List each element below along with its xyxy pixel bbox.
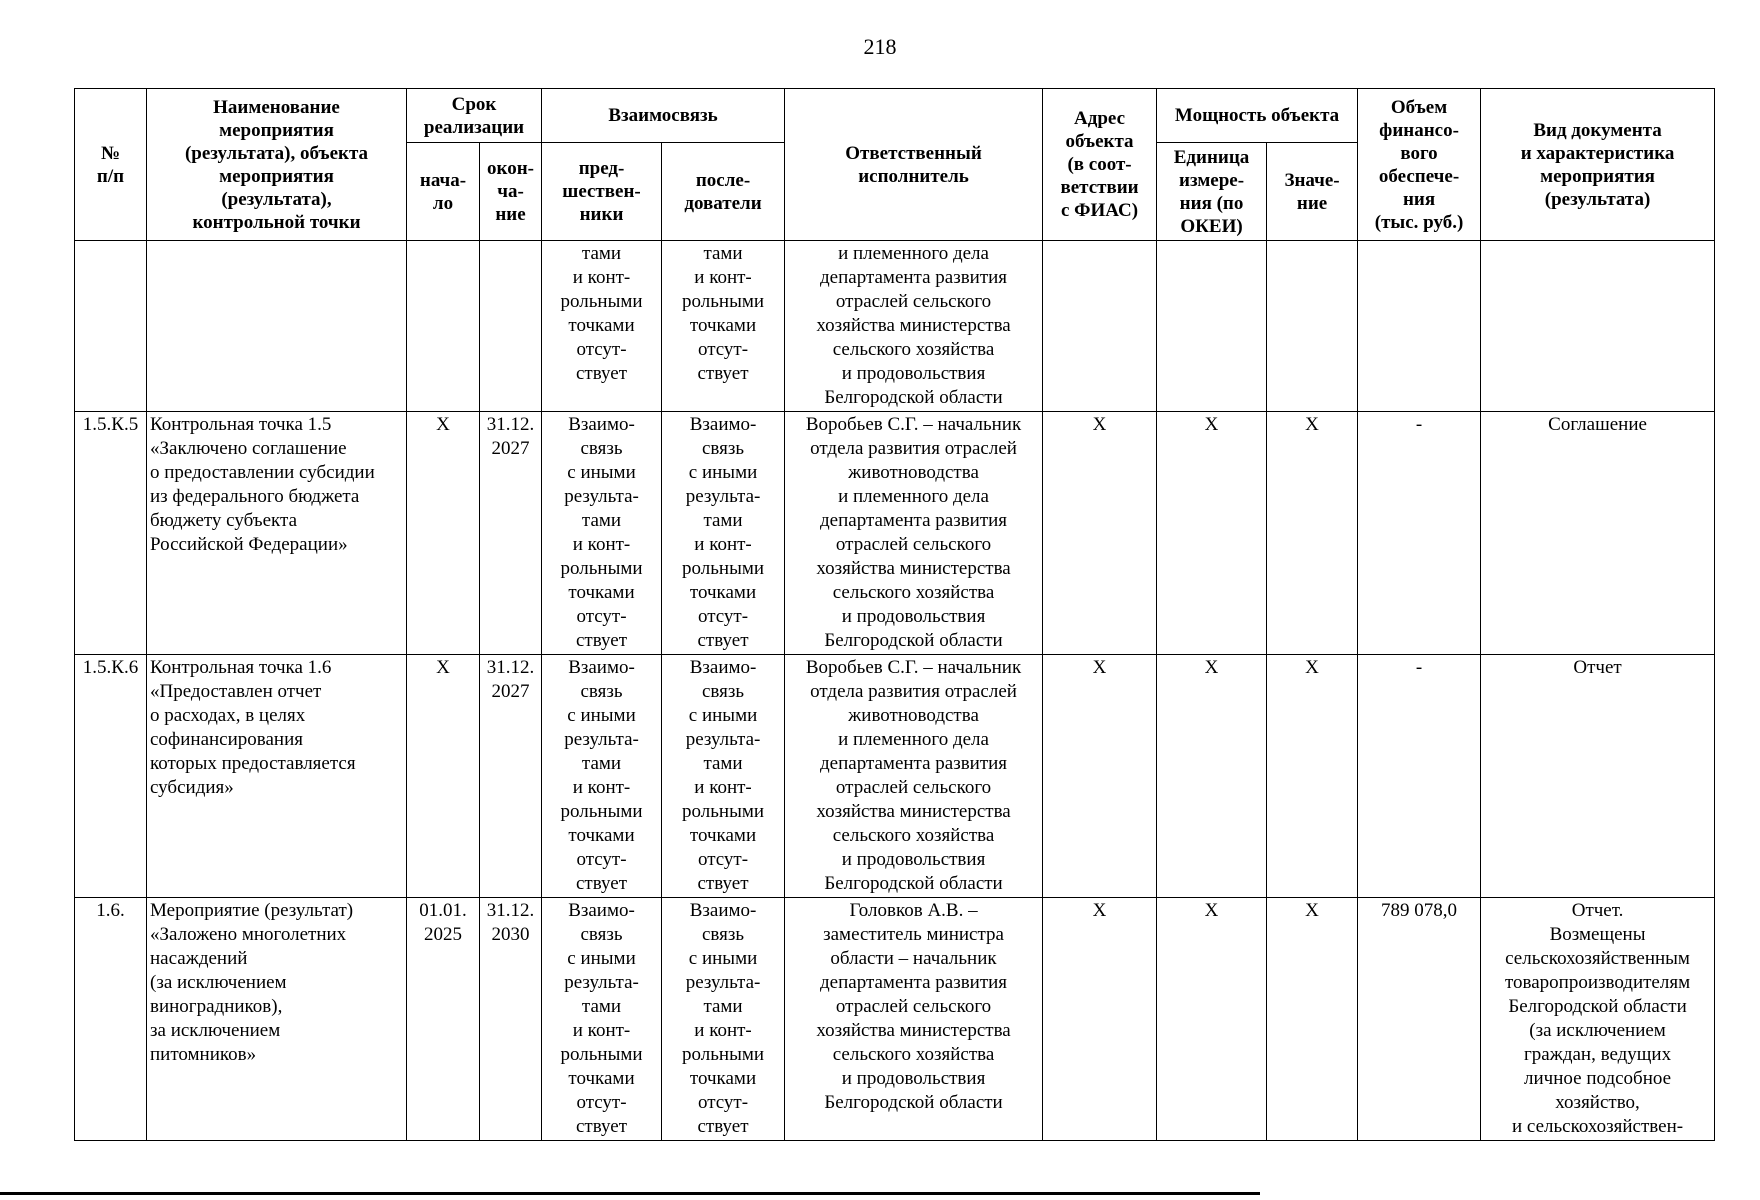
cell-unit: Х — [1157, 412, 1267, 655]
cell-name: Мероприятие (результат) «Заложено многолетних насаждений (за исключением виноградников), за исключением питомников» — [147, 898, 407, 1141]
header-funding: Объем финансо- вого обеспече- ния (тыс. руб.) — [1358, 89, 1481, 241]
cell-value — [1267, 241, 1358, 412]
cell-responsible: Воробьев С.Г. – начальник отдела развития отраслей животноводства и племенного дела департамента развития отраслей сельского хозяйства министерства сельского хозяйства и продовольствия Белгородской области — [785, 412, 1043, 655]
header-predecessors: пред- шествен- ники — [542, 143, 662, 241]
cell-num: 1.5.К.5 — [75, 412, 147, 655]
cell-start — [407, 241, 480, 412]
cell-document: Соглашение — [1481, 412, 1715, 655]
cell-num — [75, 241, 147, 412]
cell-responsible: и племенного дела департамента развития отраслей сельского хозяйства министерства сельского хозяйства и продовольствия Белгородской области — [785, 241, 1043, 412]
cell-end: 31.12. 2027 — [480, 655, 542, 898]
bottom-rule — [0, 1192, 1260, 1195]
header-document: Вид документа и характеристика мероприятия (результата) — [1481, 89, 1715, 241]
cell-end — [480, 241, 542, 412]
cell-address — [1043, 241, 1157, 412]
cell-num: 1.5.К.6 — [75, 655, 147, 898]
cell-end: 31.12. 2030 — [480, 898, 542, 1141]
header-responsible: Ответственный исполнитель — [785, 89, 1043, 241]
cell-funding — [1358, 241, 1481, 412]
header-num: № п/п — [75, 89, 147, 241]
cell-num: 1.6. — [75, 898, 147, 1141]
header-value: Значе- ние — [1267, 143, 1358, 241]
cell-start: Х — [407, 655, 480, 898]
cell-successors: Взаимо- связь с иными результа- тами и конт- рольными точками отсут- ствует — [662, 655, 785, 898]
cell-responsible: Головков А.В. – заместитель министра области – начальник департамента развития отраслей сельского хозяйства министерства сельского хозяйства и продовольствия Белгородской области — [785, 898, 1043, 1141]
table-row — [75, 655, 1715, 898]
table-row — [75, 412, 1715, 655]
table-row — [75, 241, 1715, 412]
cell-start: Х — [407, 412, 480, 655]
activities-table — [74, 88, 1715, 1141]
cell-address: Х — [1043, 898, 1157, 1141]
header-term-start: нача- ло — [407, 143, 480, 241]
cell-name — [147, 241, 407, 412]
header-term-end: окон- ча- ние — [480, 143, 542, 241]
cell-unit: Х — [1157, 655, 1267, 898]
cell-funding: 789 078,0 — [1358, 898, 1481, 1141]
page-number: 218 — [863, 34, 897, 59]
cell-unit — [1157, 241, 1267, 412]
cell-end: 31.12. 2027 — [480, 412, 542, 655]
cell-funding: - — [1358, 655, 1481, 898]
cell-document: Отчет — [1481, 655, 1715, 898]
header-capacity: Мощность объекта — [1157, 89, 1358, 143]
cell-document — [1481, 241, 1715, 412]
header-address: Адрес объекта (в соот- ветствии с ФИАС) — [1043, 89, 1157, 241]
table-row — [75, 898, 1715, 1141]
cell-successors: тами и конт- рольными точками отсут- ствует — [662, 241, 785, 412]
cell-predecessors: Взаимо- связь с иными результа- тами и конт- рольными точками отсут- ствует — [542, 412, 662, 655]
cell-unit: Х — [1157, 898, 1267, 1141]
cell-funding: - — [1358, 412, 1481, 655]
cell-predecessors: Взаимо- связь с иными результа- тами и конт- рольными точками отсут- ствует — [542, 898, 662, 1141]
cell-successors: Взаимо- связь с иными результа- тами и конт- рольными точками отсут- ствует — [662, 898, 785, 1141]
header-successors: после- дователи — [662, 143, 785, 241]
cell-predecessors: тами и конт- рольными точками отсут- ствует — [542, 241, 662, 412]
cell-value: Х — [1267, 898, 1358, 1141]
cell-address: Х — [1043, 655, 1157, 898]
cell-responsible: Воробьев С.Г. – начальник отдела развития отраслей животноводства и племенного дела департамента развития отраслей сельского хозяйства министерства сельского хозяйства и продовольствия Белгородской области — [785, 655, 1043, 898]
cell-name: Контрольная точка 1.5 «Заключено соглашение о предоставлении субсидии из федерального бюджета бюджету субъекта Российской Федерации» — [147, 412, 407, 655]
cell-address: Х — [1043, 412, 1157, 655]
cell-name: Контрольная точка 1.6 «Предоставлен отчет о расходах, в целях софинансирования которых предоставляется субсидия» — [147, 655, 407, 898]
cell-document: Отчет. Возмещены сельскохозяйственным товаропроизводителям Белгородской области (за исключением граждан, ведущих личное подсобное хозяйство, и сельскохозяйствен- — [1481, 898, 1715, 1141]
cell-predecessors: Взаимо- связь с иными результа- тами и конт- рольными точками отсут- ствует — [542, 655, 662, 898]
header-unit: Единица измере- ния (по ОКЕИ) — [1157, 143, 1267, 241]
cell-value: Х — [1267, 655, 1358, 898]
cell-successors: Взаимо- связь с иными результа- тами и конт- рольными точками отсут- ствует — [662, 412, 785, 655]
cell-value: Х — [1267, 412, 1358, 655]
header-name: Наименование мероприятия (результата), объекта мероприятия (результата), контрольной точки — [147, 89, 407, 241]
cell-start: 01.01. 2025 — [407, 898, 480, 1141]
header-relation: Взаимосвязь — [542, 89, 785, 143]
header-term: Срок реализации — [407, 89, 542, 143]
